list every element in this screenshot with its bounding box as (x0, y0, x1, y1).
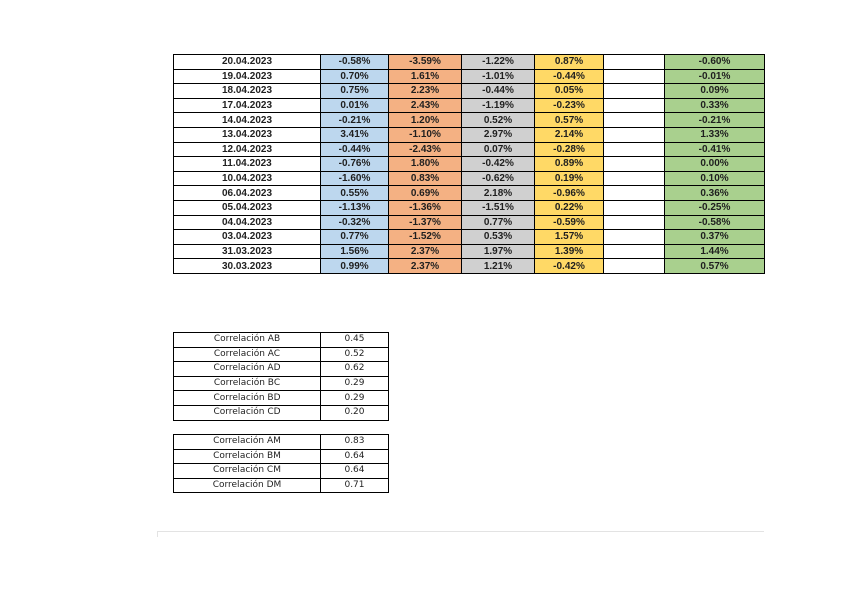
correlation-label: Correlación AM (174, 435, 321, 450)
date-cell: 10.04.2023 (174, 171, 321, 186)
table-row (174, 55, 765, 70)
correlation-value: 0.71 (321, 478, 389, 493)
table-row (174, 84, 765, 99)
return-b-cell: 0.69% (389, 186, 462, 201)
return-c-cell: 0.07% (462, 142, 535, 157)
return-b-cell: 1.61% (389, 69, 462, 84)
date-cell: 18.04.2023 (174, 84, 321, 99)
return-m-cell: 0.36% (665, 186, 765, 201)
return-b-cell: -1.52% (389, 230, 462, 245)
return-b-cell: -1.36% (389, 200, 462, 215)
table-row (174, 259, 765, 274)
empty-cell (604, 186, 665, 201)
table-row (174, 376, 389, 391)
return-a-cell: -0.76% (321, 157, 389, 172)
empty-cell (604, 244, 665, 259)
table-row (174, 391, 389, 406)
empty-cell (604, 230, 665, 245)
correlation-value: 0.62 (321, 362, 389, 377)
return-c-cell: 0.52% (462, 113, 535, 128)
return-d-cell: -0.96% (535, 186, 604, 201)
return-a-cell: -1.60% (321, 171, 389, 186)
return-b-cell: -2.43% (389, 142, 462, 157)
correlation-label: Correlación BC (174, 376, 321, 391)
return-c-cell: -1.51% (462, 200, 535, 215)
return-c-cell: -1.22% (462, 55, 535, 70)
return-m-cell: -0.60% (665, 55, 765, 70)
return-c-cell: 0.77% (462, 215, 535, 230)
return-d-cell: 1.57% (535, 230, 604, 245)
return-m-cell: -0.41% (665, 142, 765, 157)
return-d-cell: 0.05% (535, 84, 604, 99)
return-a-cell: 0.99% (321, 259, 389, 274)
correlation-label: Correlación CD (174, 405, 321, 420)
return-d-cell: 2.14% (535, 127, 604, 142)
return-b-cell: 2.43% (389, 98, 462, 113)
correlation-value: 0.52 (321, 347, 389, 362)
return-c-cell: 2.18% (462, 186, 535, 201)
return-a-cell: -0.44% (321, 142, 389, 157)
correlation-value: 0.29 (321, 376, 389, 391)
return-m-cell: 0.10% (665, 171, 765, 186)
return-c-cell: 0.53% (462, 230, 535, 245)
date-cell: 14.04.2023 (174, 113, 321, 128)
return-a-cell: 0.75% (321, 84, 389, 99)
return-a-cell: -0.32% (321, 215, 389, 230)
table-row (174, 244, 765, 259)
table-row (174, 405, 389, 420)
return-b-cell: 1.20% (389, 113, 462, 128)
date-cell: 17.04.2023 (174, 98, 321, 113)
return-b-cell: 2.23% (389, 84, 462, 99)
empty-cell (604, 157, 665, 172)
return-d-cell: 1.39% (535, 244, 604, 259)
return-m-cell: 1.44% (665, 244, 765, 259)
empty-cell (604, 200, 665, 215)
table-row (174, 435, 389, 450)
table-row (174, 157, 765, 172)
return-m-cell: 0.37% (665, 230, 765, 245)
date-cell: 31.03.2023 (174, 244, 321, 259)
empty-cell (604, 55, 665, 70)
date-cell: 11.04.2023 (174, 157, 321, 172)
correlation-label: Correlación BD (174, 391, 321, 406)
return-a-cell: 0.55% (321, 186, 389, 201)
correlation-label: Correlación BM (174, 449, 321, 464)
return-c-cell: -1.01% (462, 69, 535, 84)
table-row (174, 215, 765, 230)
empty-cell (604, 215, 665, 230)
return-d-cell: 0.89% (535, 157, 604, 172)
table-row (174, 478, 389, 493)
return-b-cell: -1.10% (389, 127, 462, 142)
return-a-cell: 3.41% (321, 127, 389, 142)
page-divider-tick (157, 531, 158, 537)
date-cell: 13.04.2023 (174, 127, 321, 142)
return-b-cell: 2.37% (389, 244, 462, 259)
return-m-cell: -0.21% (665, 113, 765, 128)
table-row (174, 186, 765, 201)
market-correlation-body (174, 435, 389, 493)
table-row (174, 69, 765, 84)
return-c-cell: -0.42% (462, 157, 535, 172)
return-a-cell: 1.56% (321, 244, 389, 259)
return-d-cell: -0.42% (535, 259, 604, 274)
correlation-label: Correlación CM (174, 464, 321, 479)
return-a-cell: -1.13% (321, 200, 389, 215)
correlation-value: 0.29 (321, 391, 389, 406)
return-c-cell: -1.19% (462, 98, 535, 113)
correlation-label: Correlación AC (174, 347, 321, 362)
return-c-cell: -0.44% (462, 84, 535, 99)
returns-table-body (174, 55, 765, 274)
empty-cell (604, 113, 665, 128)
table-row (174, 333, 389, 348)
market-correlation-table (173, 434, 389, 493)
return-a-cell: -0.58% (321, 55, 389, 70)
return-m-cell: 1.33% (665, 127, 765, 142)
return-d-cell: -0.23% (535, 98, 604, 113)
empty-cell (604, 98, 665, 113)
table-row (174, 230, 765, 245)
return-c-cell: 2.97% (462, 127, 535, 142)
return-b-cell: -3.59% (389, 55, 462, 70)
pair-correlation-table (173, 332, 389, 421)
empty-cell (604, 84, 665, 99)
date-cell: 03.04.2023 (174, 230, 321, 245)
date-cell: 12.04.2023 (174, 142, 321, 157)
return-d-cell: 0.57% (535, 113, 604, 128)
date-cell: 20.04.2023 (174, 55, 321, 70)
table-row (174, 127, 765, 142)
table-row (174, 347, 389, 362)
correlation-value: 0.83 (321, 435, 389, 450)
date-cell: 06.04.2023 (174, 186, 321, 201)
correlation-label: Correlación DM (174, 478, 321, 493)
returns-table (173, 54, 765, 274)
table-row (174, 449, 389, 464)
return-c-cell: 1.97% (462, 244, 535, 259)
page-divider (157, 531, 764, 532)
pair-correlation-body (174, 333, 389, 421)
table-row (174, 142, 765, 157)
correlation-label: Correlación AB (174, 333, 321, 348)
date-cell: 19.04.2023 (174, 69, 321, 84)
date-cell: 04.04.2023 (174, 215, 321, 230)
return-c-cell: -0.62% (462, 171, 535, 186)
return-a-cell: -0.21% (321, 113, 389, 128)
return-m-cell: 0.33% (665, 98, 765, 113)
table-row (174, 113, 765, 128)
correlation-value: 0.64 (321, 464, 389, 479)
return-d-cell: -0.44% (535, 69, 604, 84)
correlation-value: 0.45 (321, 333, 389, 348)
return-m-cell: 0.00% (665, 157, 765, 172)
return-m-cell: 0.09% (665, 84, 765, 99)
return-b-cell: -1.37% (389, 215, 462, 230)
return-m-cell: -0.25% (665, 200, 765, 215)
table-row (174, 362, 389, 377)
return-b-cell: 0.83% (389, 171, 462, 186)
table-row (174, 171, 765, 186)
empty-cell (604, 69, 665, 84)
table-row (174, 200, 765, 215)
return-m-cell: 0.57% (665, 259, 765, 274)
return-a-cell: 0.77% (321, 230, 389, 245)
empty-cell (604, 259, 665, 274)
empty-cell (604, 171, 665, 186)
date-cell: 30.03.2023 (174, 259, 321, 274)
empty-cell (604, 127, 665, 142)
correlation-value: 0.64 (321, 449, 389, 464)
return-d-cell: -0.59% (535, 215, 604, 230)
return-c-cell: 1.21% (462, 259, 535, 274)
date-cell: 05.04.2023 (174, 200, 321, 215)
return-d-cell: 0.19% (535, 171, 604, 186)
return-d-cell: 0.87% (535, 55, 604, 70)
correlation-value: 0.20 (321, 405, 389, 420)
return-b-cell: 1.80% (389, 157, 462, 172)
table-row (174, 464, 389, 479)
return-d-cell: -0.28% (535, 142, 604, 157)
return-b-cell: 2.37% (389, 259, 462, 274)
empty-cell (604, 142, 665, 157)
table-row (174, 98, 765, 113)
return-d-cell: 0.22% (535, 200, 604, 215)
return-m-cell: -0.58% (665, 215, 765, 230)
return-a-cell: 0.01% (321, 98, 389, 113)
return-a-cell: 0.70% (321, 69, 389, 84)
correlation-label: Correlación AD (174, 362, 321, 377)
return-m-cell: -0.01% (665, 69, 765, 84)
